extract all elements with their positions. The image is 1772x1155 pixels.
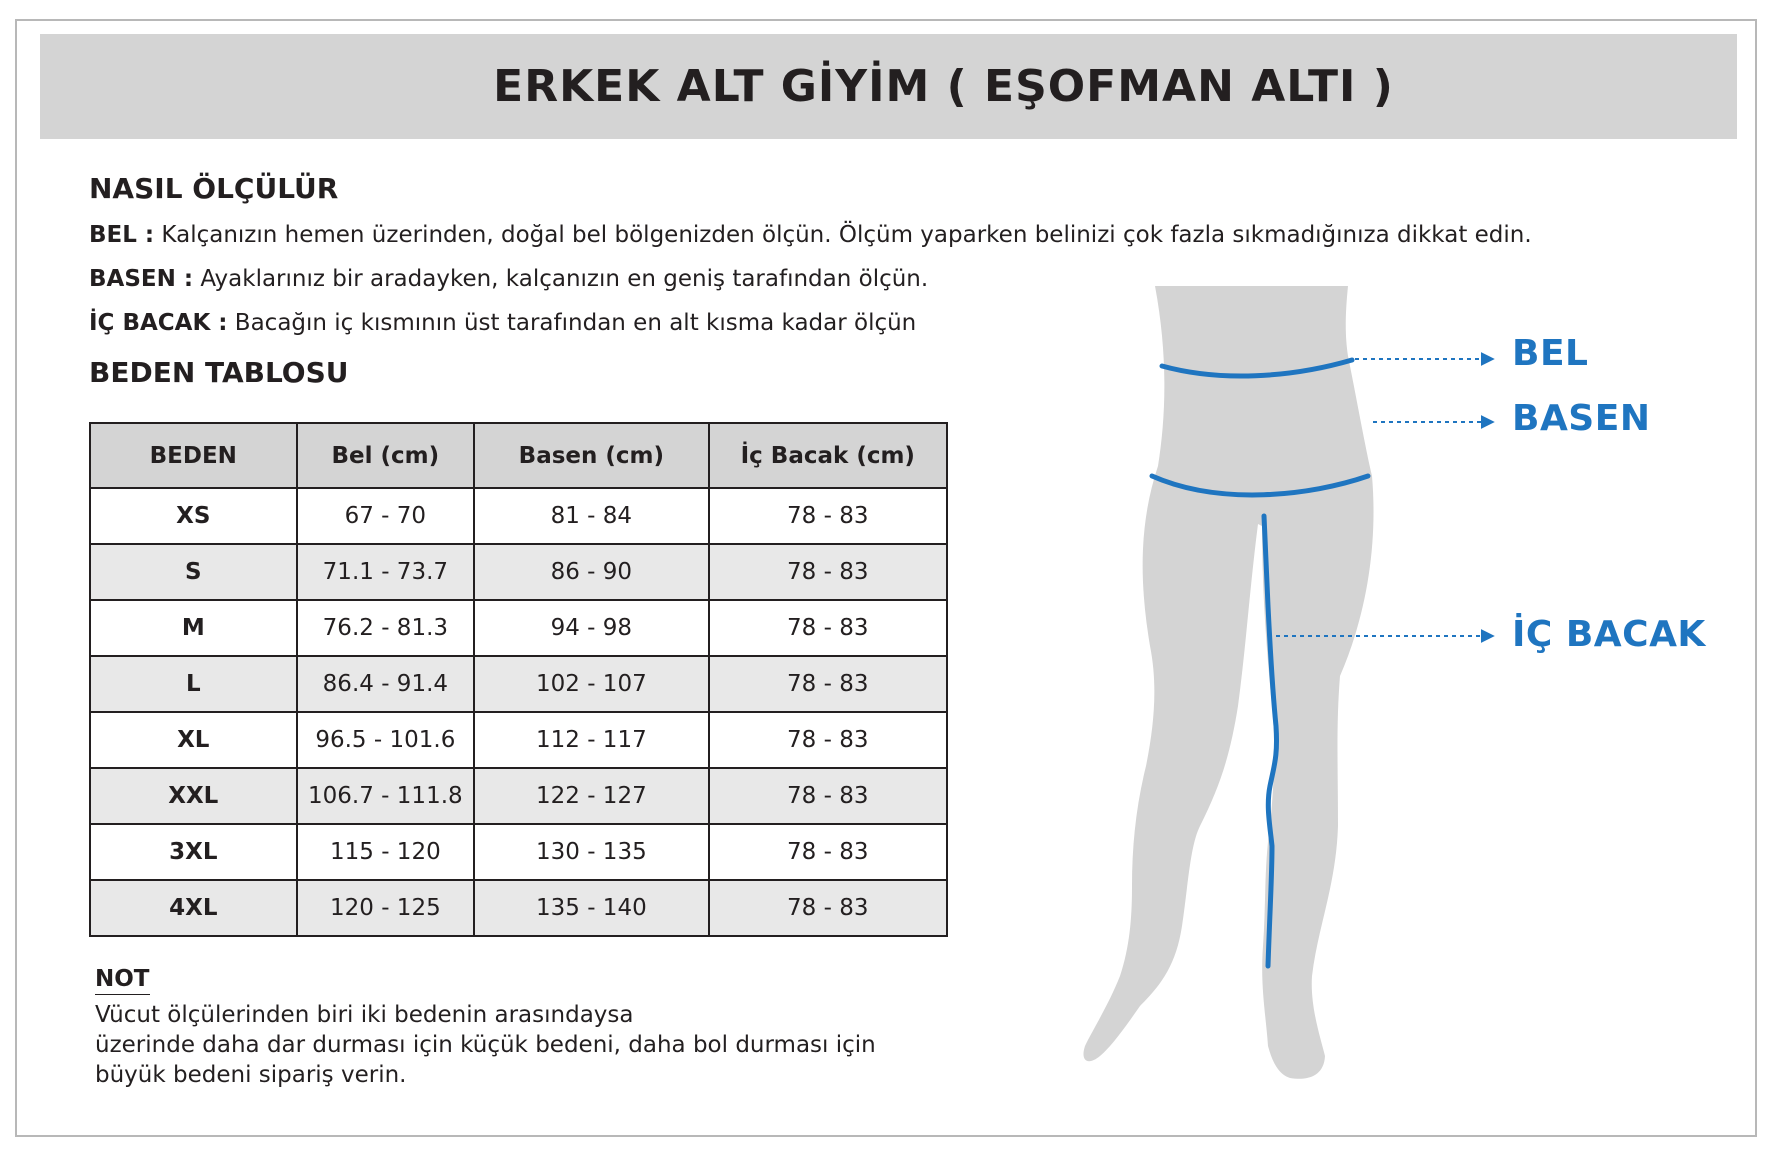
size-cell: 3XL	[90, 824, 297, 880]
inseam-callout: İÇ BACAK	[1512, 614, 1706, 655]
note-line: büyük bedeni sipariş verin.	[95, 1062, 407, 1088]
inseam-cell: 78 - 83	[709, 488, 947, 544]
inseam-cell: 78 - 83	[709, 880, 947, 936]
waist-cell: 96.5 - 101.6	[297, 712, 475, 768]
hip-cell: 130 - 135	[474, 824, 708, 880]
inseam-cell: 78 - 83	[709, 544, 947, 600]
waist-cell: 71.1 - 73.7	[297, 544, 475, 600]
size-cell: S	[90, 544, 297, 600]
column-header-hip: Basen (cm)	[474, 423, 708, 488]
table-row	[90, 824, 947, 880]
size-table-heading: BEDEN TABLOSU	[89, 356, 349, 389]
waist-cell: 86.4 - 91.4	[297, 656, 475, 712]
size-cell: 4XL	[90, 880, 297, 936]
inseam-cell: 78 - 83	[709, 600, 947, 656]
waist-cell: 120 - 125	[297, 880, 475, 936]
waist-cell: 67 - 70	[297, 488, 475, 544]
size-cell: XS	[90, 488, 297, 544]
table-row	[90, 600, 947, 656]
inseam-cell: 78 - 83	[709, 768, 947, 824]
table-row	[90, 544, 947, 600]
column-header-size: BEDEN	[90, 423, 297, 488]
table-row	[90, 712, 947, 768]
hip-cell: 102 - 107	[474, 656, 708, 712]
waist-callout: BEL	[1512, 333, 1589, 374]
hip-callout: BASEN	[1512, 398, 1651, 439]
how-to-heading: NASIL ÖLÇÜLÜR	[89, 172, 339, 205]
page-title: ERKEK ALT GİYİM ( EŞOFMAN ALTI )	[493, 61, 1394, 112]
hip-cell: 135 - 140	[474, 880, 708, 936]
table-row	[90, 488, 947, 544]
instruction-waist-text: Kalçanızın hemen üzerinden, doğal bel bölgenizden ölçün. Ölçüm yaparken belinizi çok fazla sıkmadığınıza dikkat edin.	[154, 222, 1532, 248]
hip-cell: 122 - 127	[474, 768, 708, 824]
waist-cell: 106.7 - 111.8	[297, 768, 475, 824]
size-table-header	[90, 423, 947, 488]
size-table	[89, 422, 948, 937]
size-cell: XXL	[90, 768, 297, 824]
instruction-inseam-text: Bacağın iç kısmının üst tarafından en alt kısma kadar ölçün	[227, 310, 917, 336]
size-cell: M	[90, 600, 297, 656]
table-row	[90, 656, 947, 712]
hip-cell: 86 - 90	[474, 544, 708, 600]
instruction-inseam-label: İÇ BACAK :	[89, 310, 228, 336]
instruction-waist	[89, 222, 1532, 248]
instruction-waist-label: BEL :	[89, 222, 155, 248]
note-label: NOT	[95, 966, 150, 995]
instruction-hip-label: BASEN :	[89, 266, 194, 292]
size-cell: L	[90, 656, 297, 712]
instruction-hip	[89, 266, 928, 292]
title-bar	[40, 34, 1737, 139]
inseam-cell: 78 - 83	[709, 712, 947, 768]
note-line: üzerinde daha dar durması için küçük bedeni, daha bol durması için	[95, 1032, 876, 1058]
hip-cell: 94 - 98	[474, 600, 708, 656]
body-figure	[1040, 286, 1760, 1086]
instruction-inseam	[89, 310, 916, 336]
waist-cell: 115 - 120	[297, 824, 475, 880]
inseam-cell: 78 - 83	[709, 656, 947, 712]
note-text	[95, 1000, 975, 1090]
inseam-cell: 78 - 83	[709, 824, 947, 880]
table-row	[90, 768, 947, 824]
column-header-waist: Bel (cm)	[297, 423, 475, 488]
instruction-hip-text: Ayaklarınız bir aradayken, kalçanızın en geniş tarafından ölçün.	[193, 266, 929, 292]
note-line: Vücut ölçülerinden biri iki bedenin arasındaysa	[95, 1002, 634, 1028]
hip-cell: 112 - 117	[474, 712, 708, 768]
table-row	[90, 880, 947, 936]
hip-cell: 81 - 84	[474, 488, 708, 544]
legs-silhouette	[1083, 286, 1373, 1079]
waist-cell: 76.2 - 81.3	[297, 600, 475, 656]
column-header-inseam: İç Bacak (cm)	[709, 423, 947, 488]
size-cell: XL	[90, 712, 297, 768]
